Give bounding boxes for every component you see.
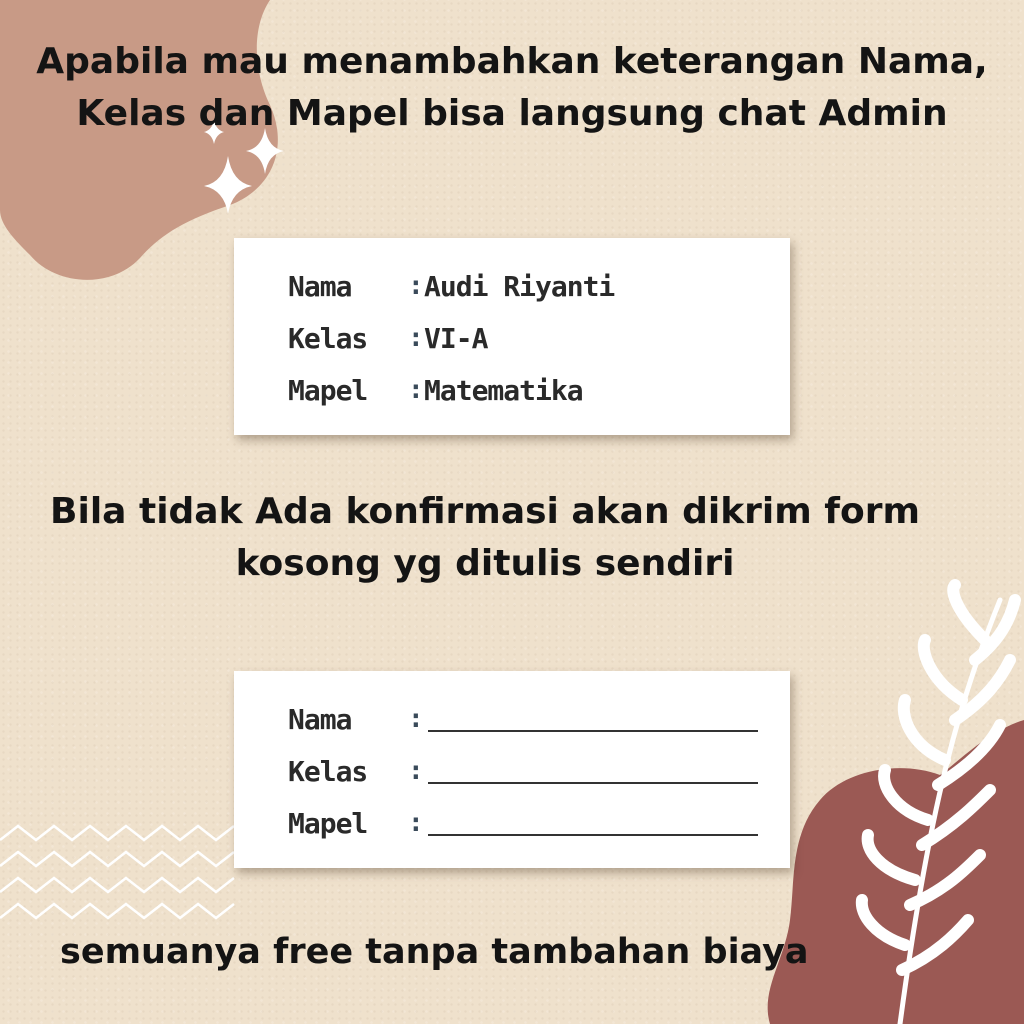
row-label: Kelas	[288, 321, 368, 355]
blank-line	[428, 706, 758, 732]
row-value: Matematika	[424, 373, 583, 407]
blank-line	[428, 758, 758, 784]
card-row-nama	[288, 266, 614, 306]
card-row-kelas	[288, 318, 487, 358]
row-value: Audi Riyanti	[424, 269, 615, 303]
label-card-blank	[234, 671, 790, 868]
row-colon: :	[408, 271, 424, 301]
row-colon: :	[408, 704, 424, 734]
row-colon: :	[408, 375, 424, 405]
blank-line	[428, 810, 758, 836]
row-label: Nama	[288, 269, 352, 303]
card-row-kelas	[288, 751, 758, 791]
heading-middle: Bila tidak Ada konfirmasi akan dikrim form kosong yg ditulis sendiri	[50, 491, 920, 584]
card-row-mapel	[288, 370, 583, 410]
row-colon: :	[408, 756, 424, 786]
card-row-nama	[288, 699, 758, 739]
row-label: Nama	[288, 702, 352, 736]
heading-bottom: semuanya free tanpa tambahan biaya	[60, 932, 809, 972]
label-card-filled	[234, 238, 790, 435]
row-label: Kelas	[288, 754, 368, 788]
card-row-mapel	[288, 803, 758, 843]
heading-top: Apabila mau menambahkan keterangan Nama, Kelas dan Mapel bisa langsung chat Admin	[36, 41, 988, 134]
row-label: Mapel	[288, 373, 368, 407]
row-value: VI-A	[424, 321, 488, 355]
zigzag-decoration	[0, 826, 234, 918]
row-colon: :	[408, 323, 424, 353]
row-label: Mapel	[288, 806, 368, 840]
row-colon: :	[408, 808, 424, 838]
